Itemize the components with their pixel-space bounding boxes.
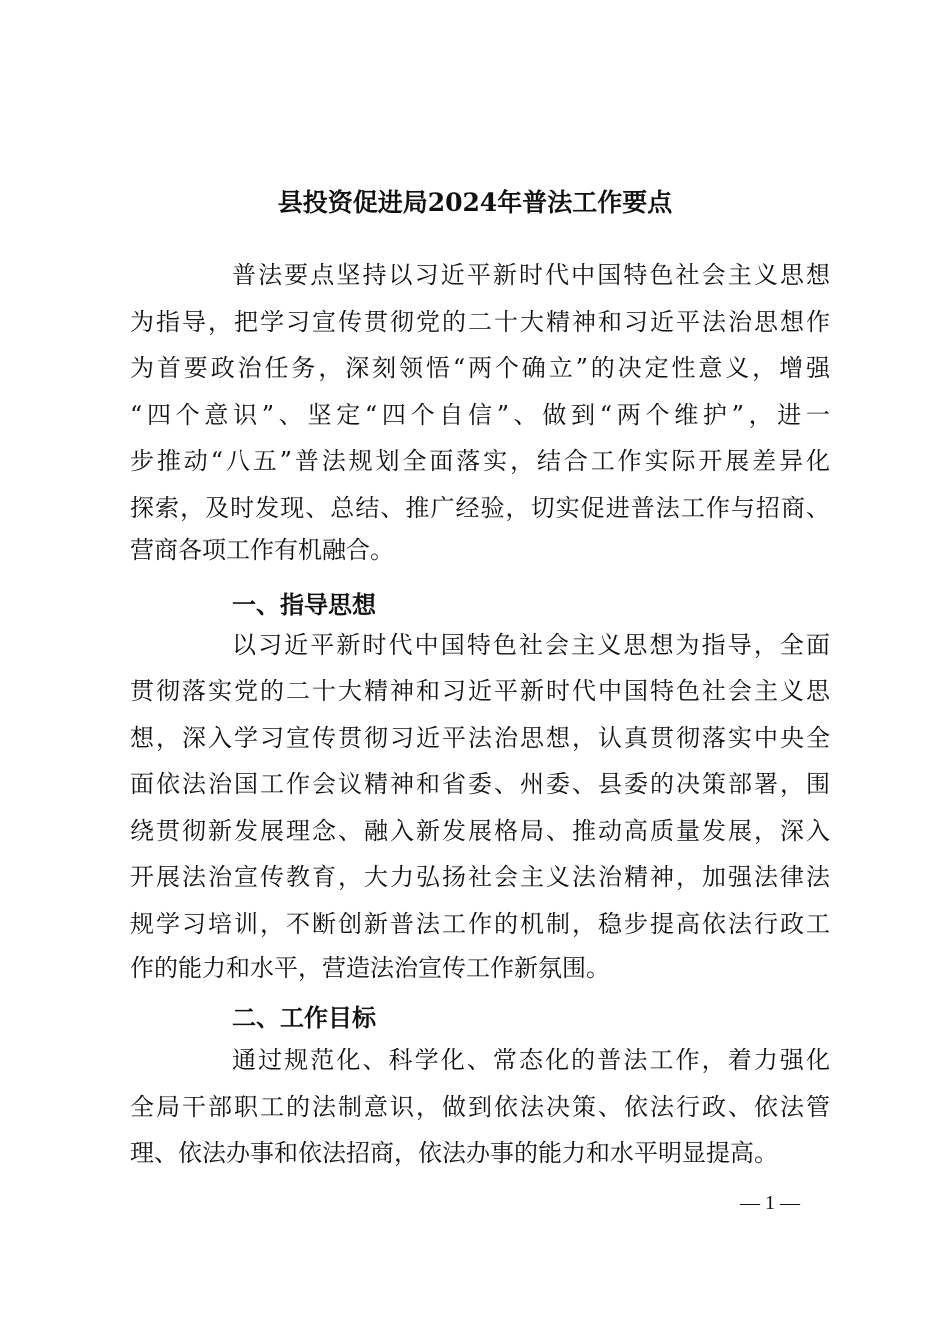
text-line: 绕贯彻新发展理念、融入新发展格局、推动高质量发展，深入 — [130, 817, 830, 845]
text-line: 探索，及时发现、总结、推广经验，切实促进普法工作与招商、 — [130, 494, 830, 522]
page-number: — 1 — — [740, 1192, 800, 1214]
document-title: 县投资促进局2024年普法工作要点 — [277, 188, 673, 217]
text-line: 规学习培训，不断创新普法工作的机制，稳步提高依法行政工 — [130, 910, 830, 938]
section-heading: 一、指导思想 — [232, 591, 376, 619]
text-line: 开展法治宣传教育，大力弘扬社会主义法治精神，加强法律法 — [130, 863, 830, 891]
text-line: 面依法治国工作会议精神和省委、州委、县委的决策部署，围 — [130, 770, 830, 798]
text-line: 想，深入学习宣传贯彻习近平法治思想，认真贯彻落实中央全 — [130, 724, 830, 752]
text-line: 为首要政治任务，深刻领悟“两个确立”的决定性意义，增强 — [130, 354, 830, 382]
text-line: 作的能力和水平，营造法治宣传工作新氛围。 — [130, 954, 610, 982]
section-heading: 二、工作目标 — [232, 1004, 376, 1032]
text-line: 贯彻落实党的二十大精神和习近平新时代中国特色社会主义思 — [130, 677, 830, 705]
text-line: 步推动“八五”普法规划全面落实，结合工作实际开展差异化 — [130, 447, 830, 475]
text-line: 通过规范化、科学化、常态化的普法工作，着力强化 — [232, 1046, 830, 1074]
text-line: 理、依法办事和依法招商，依法办事的能力和水平明显提高。 — [130, 1139, 778, 1167]
text-line: 全局干部职工的法制意识，做到依法决策、依法行政、依法管 — [130, 1093, 830, 1121]
text-line: 以习近平新时代中国特色社会主义思想为指导，全面 — [232, 631, 830, 659]
text-line: 普法要点坚持以习近平新时代中国特色社会主义思想 — [232, 261, 830, 289]
text-line: 为指导，把学习宣传贯彻党的二十大精神和习近平法治思想作 — [130, 308, 830, 336]
text-line: “四个意识”、坚定“四个自信”、做到“两个维护”，进一 — [130, 401, 830, 429]
text-line: 营商各项工作有机融合。 — [130, 536, 394, 564]
